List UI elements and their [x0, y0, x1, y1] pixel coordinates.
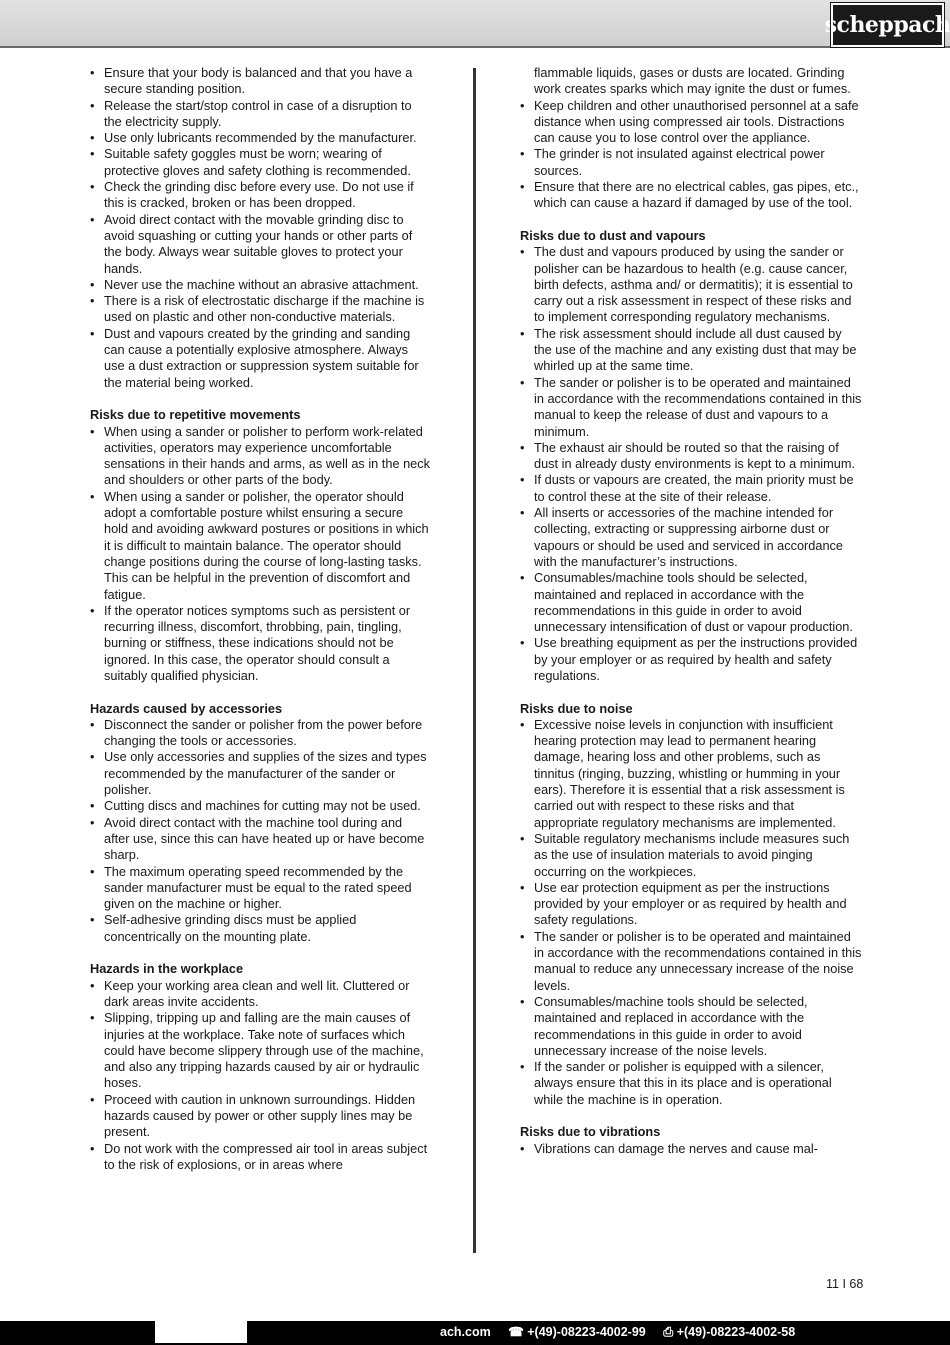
list-item: • There is a risk of electrostatic discharge if the machine is used on plastic and other non-conductive materials.	[90, 293, 430, 326]
list-item: • Avoid direct contact with the machine tool during and after use, since this can have heated up or have become sharp.	[90, 815, 430, 864]
column-divider	[473, 68, 476, 1253]
list-item: • If the sander or polisher is equipped with a silencer, always ensure that this in its place and is operational while the machine is in operation.	[520, 1059, 862, 1108]
dust-vapours-list	[520, 244, 862, 684]
list-item: • Use breathing equipment as per the instructions provided by your employer or as required by health and safety regulations.	[520, 635, 862, 684]
list-item: • If the operator notices symptoms such as persistent or recurring illness, discomfort, throbbing, pain, tingling, burning or stiffness, these indications should not be ignored. In this case, the operator should consult a suitably qualified physician.	[90, 603, 430, 684]
left-intro-list	[90, 65, 430, 391]
list-item: • Never use the machine without an abrasive attachment.	[90, 277, 430, 293]
header-bar	[0, 0, 950, 48]
brand-logo: scheppach	[831, 3, 944, 47]
list-item: • Disconnect the sander or polisher from the power before changing the tools or accessories.	[90, 717, 430, 750]
list-item: • When using a sander or polisher, the operator should adopt a comfortable posture whilst ensuring a secure hold and avoiding awkward postures or positions in which it is difficult to maintain balance. The operator should change positions during the course of long-lasting tasks. This can be helpful in the prevention of discomfort and fatigue.	[90, 489, 430, 603]
list-item: • Cutting discs and machines for cutting may not be used.	[90, 798, 430, 814]
vibrations-list	[520, 1141, 862, 1157]
list-item: • Keep your working area clean and well lit. Cluttered or dark areas invite accidents.	[90, 978, 430, 1011]
list-item: • The maximum operating speed recommended by the sander manufacturer must be equal to the rated speed given on the machine or higher.	[90, 864, 430, 913]
noise-list	[520, 717, 862, 1108]
list-item: • Suitable regulatory mechanisms include measures such as the use of insulation materials to avoid pinging occurring on the workpieces.	[520, 831, 862, 880]
right-intro-list	[520, 98, 862, 212]
workplace-list	[90, 978, 430, 1174]
section-heading-vibrations: Risks due to vibrations	[520, 1124, 661, 1140]
list-item: • The risk assessment should include all dust caused by the use of the machine and any existing dust that may be whirled up at the same time.	[520, 326, 862, 375]
list-item: • Check the grinding disc before every use. Do not use if this is cracked, broken or has been dropped.	[90, 179, 430, 212]
section-heading-repetitive-movements: Risks due to repetitive movements	[90, 407, 301, 423]
phone-number: ☎ +(49)-08223-4002-99	[508, 1325, 646, 1339]
list-item: • The dust and vapours produced by using the sander or polisher can be hazardous to health (e.g. cause cancer, birth defects, asthma and/ or dermatitis); it is essential to carry out a risk assessment in respect of these risks and to implement corresponding regulatory mechanisms.	[520, 244, 862, 325]
list-item: • Keep children and other unauthorised personnel at a safe distance when using compressed air tools. Distractions can cause you to lose control over the appliance.	[520, 98, 862, 147]
list-item: • Vibrations can damage the nerves and cause mal-	[520, 1141, 862, 1157]
list-item: • Self-adhesive grinding discs must be applied concentrically on the mounting plate.	[90, 912, 430, 945]
list-item: • The sander or polisher is to be operated and maintained in accordance with the recommendations contained in this manual to keep the release of dust and vapours to a minimum.	[520, 375, 862, 440]
list-item: • Ensure that your body is balanced and that you have a secure standing position.	[90, 65, 430, 98]
section-heading-workplace: Hazards in the workplace	[90, 961, 244, 977]
list-item: • Slipping, tripping up and falling are the main causes of injuries at the workplace. Take note of surfaces which could have become slippery through use of the machine, and also any tripping hazards caused by air or hydraulic hoses.	[90, 1010, 430, 1091]
list-item: • The sander or polisher is to be operated and maintained in accordance with the recommendations contained in this manual to reduce any unnecessary increase of the noise levels.	[520, 929, 862, 994]
footer-gap	[155, 1321, 247, 1343]
continued-text: flammable liquids, gases or dusts are located. Grinding work creates sparks which may ignite the dust or fumes.	[534, 65, 851, 97]
right-column	[520, 65, 862, 1157]
list-item: • When using a sander or polisher to perform work-related activities, operators may experience uncomfortable sensations in their hands and arms, as well as in the neck and shoulders or other parts of the body.	[90, 424, 430, 489]
page-number: 11 I 68	[826, 1277, 864, 1291]
accessories-list	[90, 717, 430, 945]
list-item: • Use ear protection equipment as per the instructions provided by your employer or as required by health and safety regulations.	[520, 880, 862, 929]
list-item: • The exhaust air should be routed so that the raising of dust in already dusty environments is kept to a minimum.	[520, 440, 862, 473]
repetitive-movements-list	[90, 424, 430, 685]
list-item: • Consumables/machine tools should be selected, maintained and replaced in accordance with the recommendations in this guide in order to avoid unnecessary intensification of dust or vapour production.	[520, 570, 862, 635]
footer-contact	[440, 1324, 809, 1340]
list-item: • Proceed with caution in unknown surroundings. Hidden hazards caused by power or other supply lines may be present.	[90, 1092, 430, 1141]
list-item: • Suitable safety goggles must be worn; wearing of protective gloves and safety clothing is recommended.	[90, 146, 430, 179]
fax-number: ⎙ +(49)-08223-4002-58	[663, 1325, 796, 1339]
list-item: • Release the start/stop control in case of a disruption to the electricity supply.	[90, 98, 430, 131]
list-item: • Ensure that there are no electrical cables, gas pipes, etc., which can cause a hazard if damaged by use of the tool.	[520, 179, 862, 212]
list-item: • Avoid direct contact with the movable grinding disc to avoid squashing or cutting your hands or other parts of the body. Always wear suitable gloves to protect your hands.	[90, 212, 430, 277]
list-item: • If dusts or vapours are created, the main priority must be to control these at the site of their release.	[520, 472, 862, 505]
section-heading-accessories: Hazards caused by accessories	[90, 700, 283, 716]
list-item: • Use only lubricants recommended by the manufacturer.	[90, 130, 430, 146]
left-column	[90, 65, 430, 1173]
list-item: • The grinder is not insulated against electrical power sources.	[520, 146, 862, 179]
list-item: • Dust and vapours created by the grinding and sanding can cause a potentially explosive atmosphere. Always use a dust extraction or suppression system suitable for the material being worked.	[90, 326, 430, 391]
section-heading-dust-vapours: Risks due to dust and vapours	[520, 227, 706, 243]
footer-bar	[0, 1321, 950, 1345]
website-link[interactable]: ach.com	[440, 1325, 491, 1339]
section-heading-noise: Risks due to noise	[520, 700, 633, 716]
list-item: • Excessive noise levels in conjunction with insufficient hearing protection may lead to permanent hearing damage, hearing loss and other problems, such as tinnitus (ringing, buzzing, whistling or humming in your ears). Therefore it is essential that a risk assessment is carried out with respect to these risks and that appropriate regulatory mechanisms are implemented.	[520, 717, 862, 831]
list-item: • Consumables/machine tools should be selected, maintained and replaced in accordance with the recommendations in this guide in order to avoid unnecessary increase of the noise levels.	[520, 994, 862, 1059]
list-item: • Use only accessories and supplies of the sizes and types recommended by the manufacturer of the sander or polisher.	[90, 749, 430, 798]
list-item: • All inserts or accessories of the machine intended for collecting, extracting or suppressing airborne dust or vapours or should be used and serviced in accordance with the manufacturer’s instructions.	[520, 505, 862, 570]
list-item: • Do not work with the compressed air tool in areas subject to the risk of explosions, or in areas where	[90, 1141, 430, 1174]
